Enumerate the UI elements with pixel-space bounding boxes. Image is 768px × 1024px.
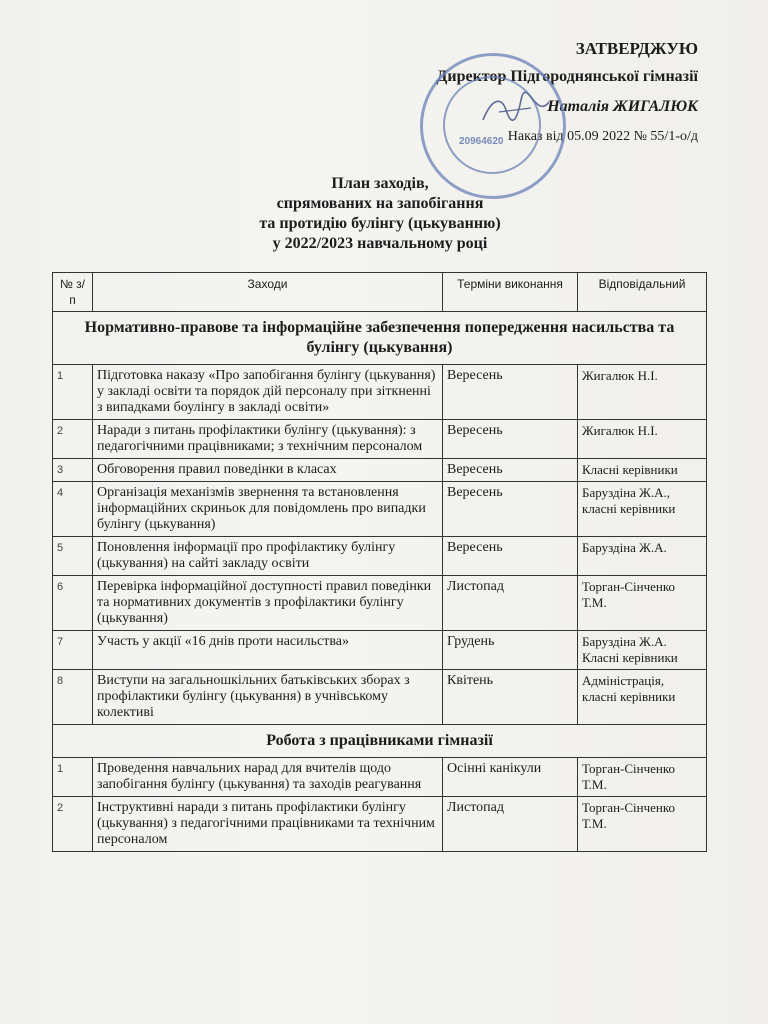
header-action: Заходи — [93, 273, 443, 312]
cell-num: 1 — [53, 758, 93, 797]
section-title: Нормативно-правове та інформаційне забезпечення попередження насильства та булінгу (цькування) — [53, 312, 707, 365]
approval-name: Наталія ЖИГАЛЮК — [547, 98, 698, 115]
table-row — [53, 459, 707, 482]
cell-num: 6 — [53, 576, 93, 631]
table-header-row — [53, 273, 707, 312]
section-row — [53, 312, 707, 365]
table-row — [53, 797, 707, 852]
cell-action: Наради з питань профілактики булінгу (цькування): з педагогічними працівниками; з технічним персоналом — [93, 420, 443, 459]
cell-responsible: Торган-Сінченко Т.М. — [578, 797, 707, 852]
title-line-2: спрямованих на запобігання — [276, 195, 484, 212]
cell-responsible: Баруздіна Ж.А., класні керівники — [578, 482, 707, 537]
cell-num: 7 — [53, 631, 93, 670]
cell-action: Поновлення інформації про профілактику булінгу (цькування) на сайті закладу освіти — [93, 537, 443, 576]
cell-term: Вересень — [443, 420, 578, 459]
cell-responsible: Жигалюк Н.І. — [578, 365, 707, 420]
table-row — [53, 670, 707, 725]
cell-responsible: Торган-Сінченко Т.М. — [578, 576, 707, 631]
section-row — [53, 725, 707, 758]
cell-action: Проведення навчальних нарад для вчителів щодо запобігання булінгу (цькування) та заходів реагування — [93, 758, 443, 797]
section-title: Робота з працівниками гімназії — [53, 725, 707, 758]
cell-num: 5 — [53, 537, 93, 576]
plan-table — [52, 272, 707, 852]
cell-term: Вересень — [443, 365, 578, 420]
cell-term: Вересень — [443, 482, 578, 537]
stamp-code: 20964620 — [459, 136, 504, 147]
cell-action: Виступи на загальношкільних батьківських зборах з профілактики булінгу (цькування) в учнівському колективі — [93, 670, 443, 725]
cell-responsible: Баруздіна Ж.А. Класні керівники — [578, 631, 707, 670]
table-row — [53, 420, 707, 459]
header-responsible: Відповідальний — [578, 273, 707, 312]
cell-term: Листопад — [443, 576, 578, 631]
document-title — [200, 174, 560, 254]
cell-action: Обговорення правил поведінки в класах — [93, 459, 443, 482]
cell-action: Підготовка наказу «Про запобігання булінгу (цькування) у закладі освіти та порядок дій персоналу при зіткненні з випадками боулінгу в закладі освіти» — [93, 365, 443, 420]
title-line-3: та протидію булінгу (цькуванню) — [259, 215, 501, 232]
table-row — [53, 631, 707, 670]
cell-num: 2 — [53, 797, 93, 852]
signature-icon — [481, 90, 551, 130]
cell-responsible: Баруздіна Ж.А. — [578, 537, 707, 576]
cell-num: 1 — [53, 365, 93, 420]
title-line-1: План заходів, — [331, 175, 429, 192]
table-row — [53, 365, 707, 420]
approval-position: Директор Підгороднянської гімназії — [436, 68, 698, 85]
cell-responsible: Класні керівники — [578, 459, 707, 482]
cell-num: 3 — [53, 459, 93, 482]
cell-action: Участь у акції «16 днів проти насильства» — [93, 631, 443, 670]
table-row — [53, 482, 707, 537]
approval-heading: ЗАТВЕРДЖУЮ — [575, 39, 698, 58]
cell-responsible: Жигалюк Н.І. — [578, 420, 707, 459]
cell-num: 2 — [53, 420, 93, 459]
approval-order: Наказ від 05.09 2022 № 55/1-о/д — [507, 129, 698, 144]
header-term: Терміни виконання — [443, 273, 578, 312]
cell-term: Грудень — [443, 631, 578, 670]
cell-num: 4 — [53, 482, 93, 537]
cell-num: 8 — [53, 670, 93, 725]
cell-term: Квітень — [443, 670, 578, 725]
table-row — [53, 537, 707, 576]
cell-action: Інструктивні наради з питань профілактики булінгу (цькування) з педагогічними працівниками та технічним персоналом — [93, 797, 443, 852]
header-num: № з/п — [53, 273, 93, 312]
table-row — [53, 576, 707, 631]
table-row — [53, 758, 707, 797]
cell-responsible: Торган-Сінченко Т.М. — [578, 758, 707, 797]
cell-term: Листопад — [443, 797, 578, 852]
title-line-4: у 2022/2023 навчальному році — [272, 235, 488, 252]
cell-responsible: Адміністрація, класні керівники — [578, 670, 707, 725]
cell-action: Перевірка інформаційної доступності правил поведінки та нормативних документів з профілактики булінгу (цькування) — [93, 576, 443, 631]
cell-term: Осінні канікули — [443, 758, 578, 797]
cell-term: Вересень — [443, 537, 578, 576]
cell-action: Організація механізмів звернення та встановлення інформаційних скриньок для повідомлень про випадки булінгу (цькування) — [93, 482, 443, 537]
cell-term: Вересень — [443, 459, 578, 482]
